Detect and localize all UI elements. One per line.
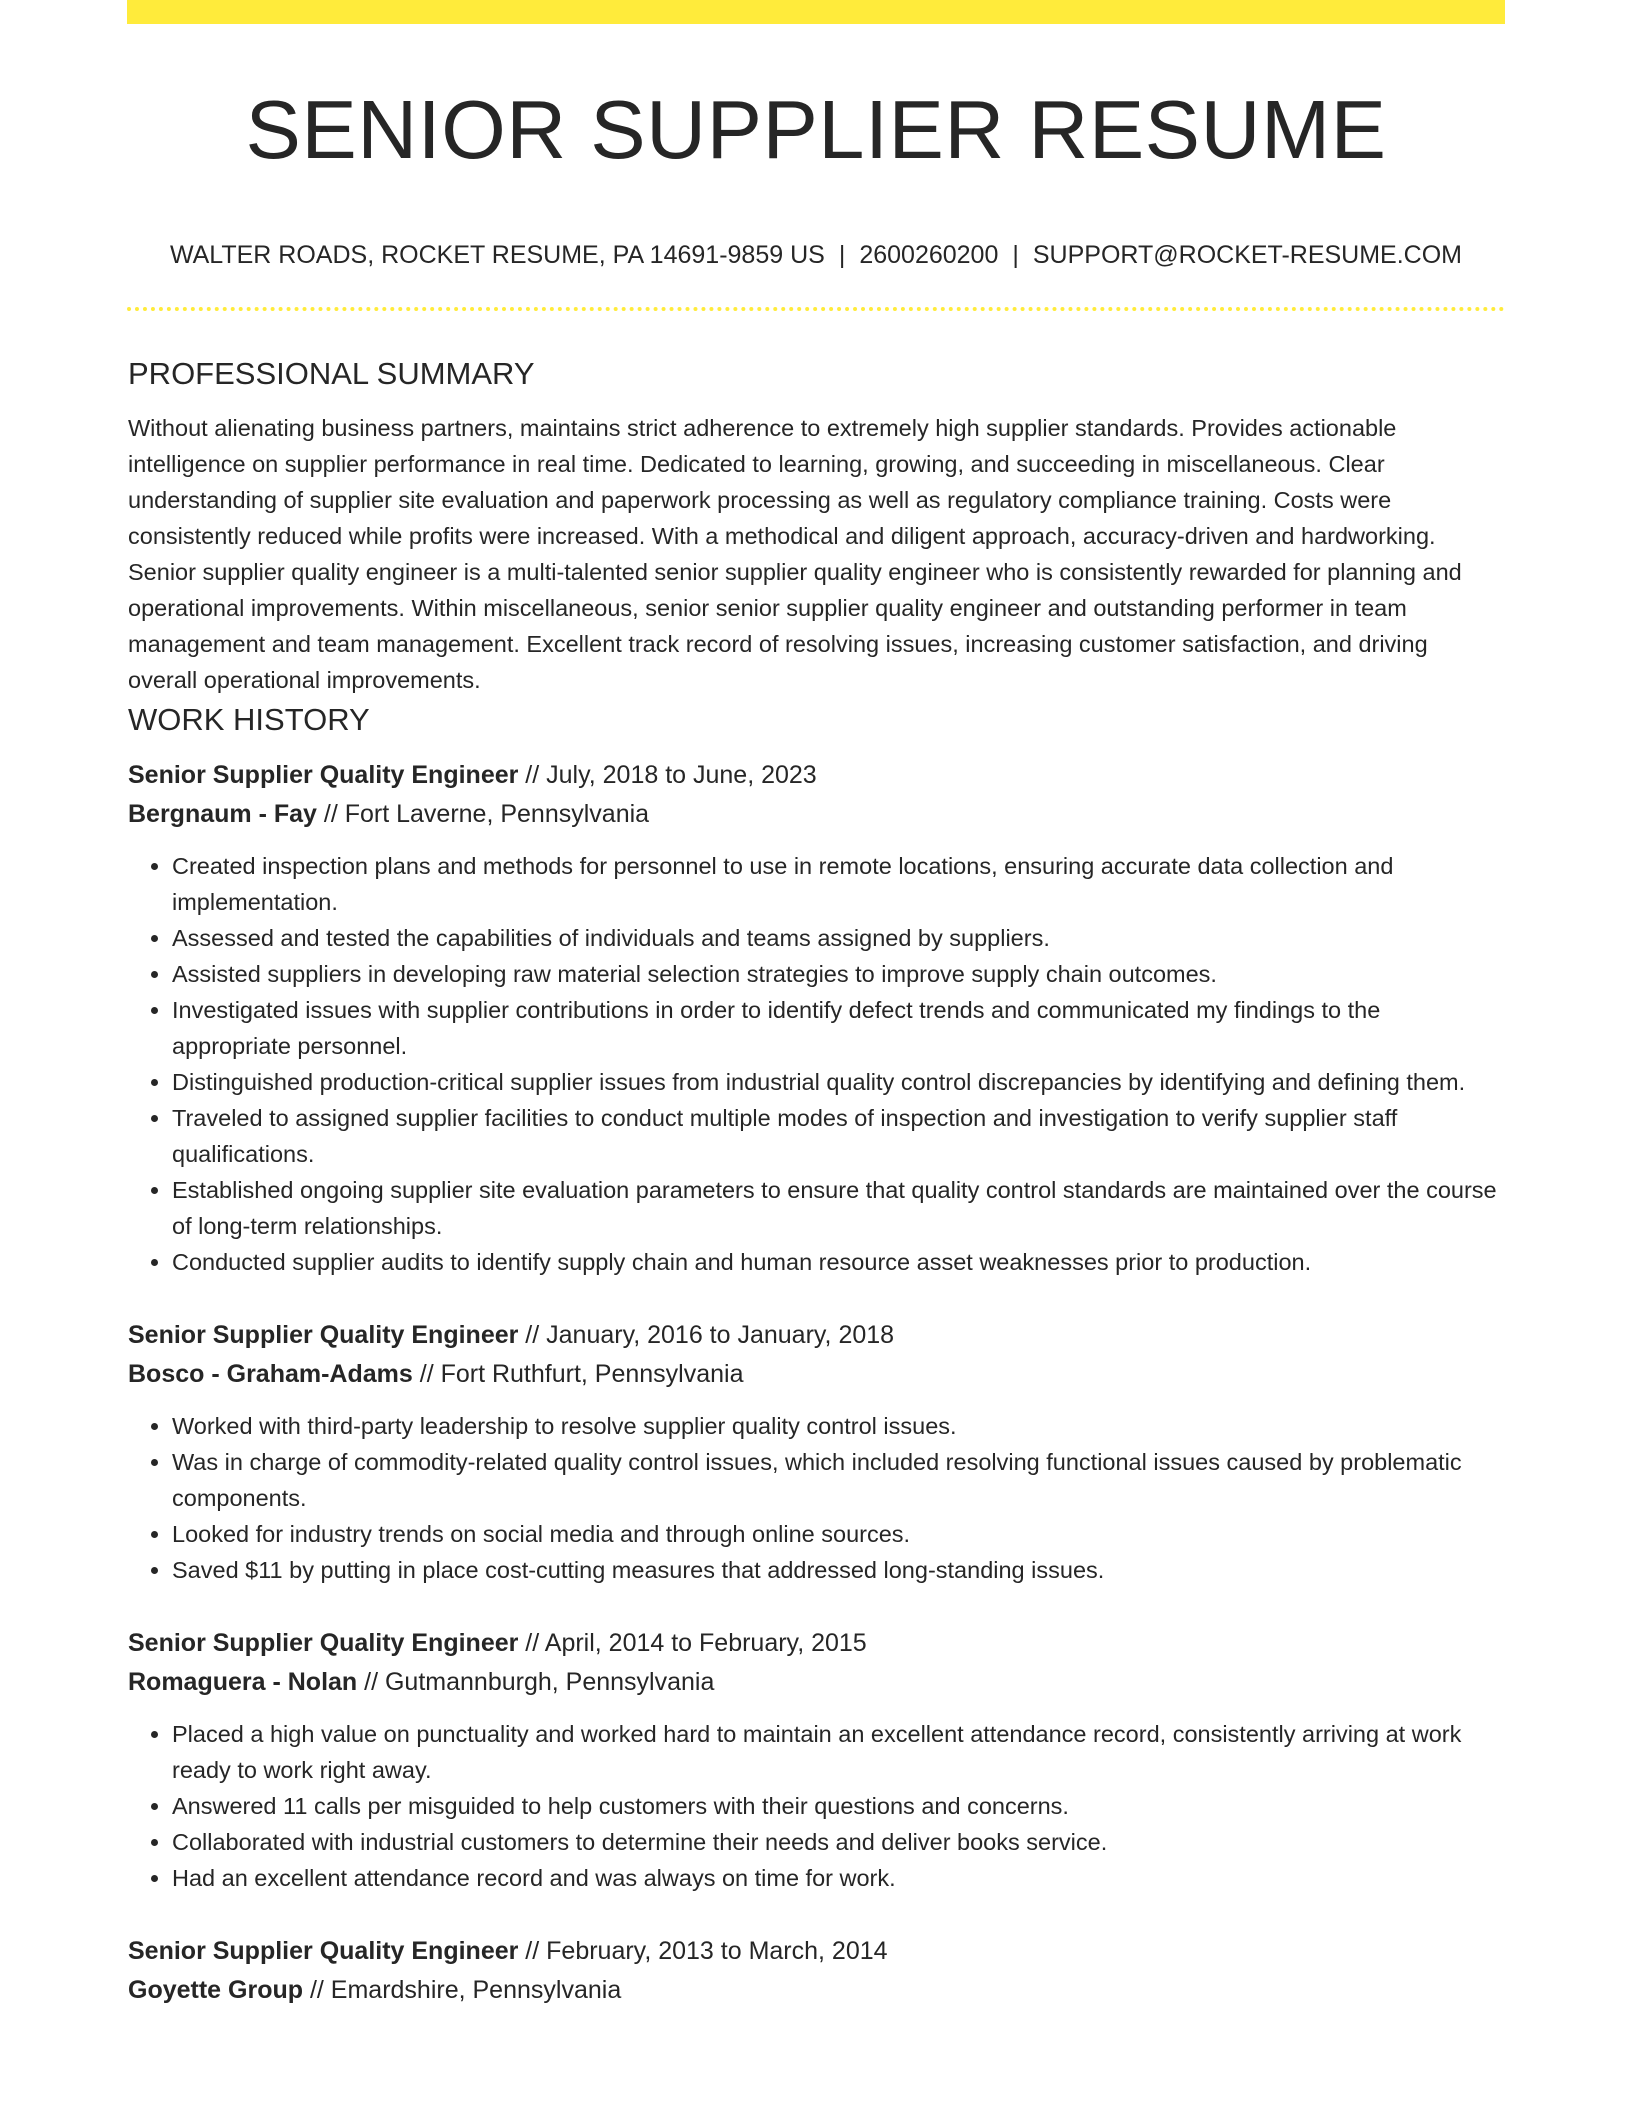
work-history-heading: WORK HISTORY	[128, 702, 370, 737]
job-title-line	[128, 1624, 1500, 1663]
job-company: Bosco - Graham-Adams	[128, 1360, 413, 1388]
summary-text: Without alienating business partners, maintains strict adherence to extremely high supplier standards. Provides actionable intelligence on supplier performance in real time. Dedicated to learning, growing, and succeeding in miscellaneous. Clear understanding of supplier site evaluation and paperwork processing as well as regulatory compliance training. Costs were consistently reduced while profits were increased. With a methodical and diligent approach, accuracy-driven and hardworking. Senior supplier quality engineer is a multi-talented senior supplier quality engineer who is consistently rewarded for planning and operational improvements. Within miscellaneous, senior senior supplier quality engineer and outstanding performer in team management and team management. Excellent track record of resolving issues, increasing customer satisfaction, and driving overall operational improvements.	[128, 415, 1462, 693]
job-bullet: • Traveled to assigned supplier facilities to conduct multiple modes of inspection and investigation to verify supplier staff qualifications.	[172, 1100, 1500, 1172]
job-title: Senior Supplier Quality Engineer	[128, 1937, 519, 1965]
contact-phone: 2600260200	[859, 241, 999, 269]
contact-separator: |	[1012, 241, 1019, 269]
resume-title: SENIOR SUPPLIER RESUME	[245, 83, 1387, 176]
job-company-line	[128, 1355, 1500, 1394]
job-bullet: • Answered 11 calls per misguided to help customers with their questions and concerns.	[172, 1788, 1500, 1824]
job-bullet: • Assessed and tested the capabilities of individuals and teams assigned by suppliers.	[172, 920, 1500, 956]
job-dates: // January, 2016 to January, 2018	[518, 1321, 895, 1349]
job-location: // Gutmannburgh, Pennsylvania	[357, 1668, 715, 1696]
contact-line	[0, 238, 1632, 272]
job-location: // Fort Ruthfurt, Pennsylvania	[412, 1360, 744, 1388]
job-bullet: • Investigated issues with supplier contributions in order to identify defect trends and communicated my findings to the appropriate personnel.	[172, 992, 1500, 1064]
job-bullet: • Collaborated with industrial customers to determine their needs and deliver books service.	[172, 1824, 1500, 1860]
job-bullet: • Conducted supplier audits to identify supply chain and human resource asset weaknesses prior to production.	[172, 1244, 1500, 1280]
job-entry	[128, 1932, 1500, 2010]
job-title: Senior Supplier Quality Engineer	[128, 1321, 519, 1349]
job-company: Romaguera - Nolan	[128, 1668, 358, 1696]
summary-heading: PROFESSIONAL SUMMARY	[128, 356, 535, 391]
job-location: // Fort Laverne, Pennsylvania	[316, 800, 650, 828]
job-bullets	[128, 848, 1500, 1280]
job-bullets	[128, 1716, 1500, 1896]
job-dates: // February, 2013 to March, 2014	[518, 1937, 888, 1965]
job-bullets	[128, 1408, 1500, 1588]
job-dates: // April, 2014 to February, 2015	[518, 1629, 867, 1657]
job-bullet: • Placed a high value on punctuality and worked hard to maintain an excellent attendance record, consistently arriving at work ready to work right away.	[172, 1716, 1500, 1788]
job-bullet: • Assisted suppliers in developing raw material selection strategies to improve supply chain outcomes.	[172, 956, 1500, 992]
resume-content	[128, 352, 1500, 2010]
job-bullet: • Distinguished production-critical supplier issues from industrial quality control discrepancies by identifying and defining them.	[172, 1064, 1500, 1100]
job-bullet: • Looked for industry trends on social media and through online sources.	[172, 1516, 1500, 1552]
job-title-line	[128, 756, 1500, 795]
job-bullet: • Was in charge of commodity-related quality control issues, which included resolving functional issues caused by problematic components.	[172, 1444, 1500, 1516]
job-company-line	[128, 1663, 1500, 1702]
job-entry	[128, 1624, 1500, 1896]
job-location: // Emardshire, Pennsylvania	[303, 1976, 622, 2004]
job-company-line	[128, 795, 1500, 834]
accent-bar	[127, 0, 1505, 24]
job-title-line	[128, 1316, 1500, 1355]
job-bullet: • Created inspection plans and methods for personnel to use in remote locations, ensuring accurate data collection and implementation.	[172, 848, 1500, 920]
contact-separator: |	[838, 241, 846, 269]
dotted-divider	[127, 307, 1505, 311]
job-entry	[128, 1316, 1500, 1588]
job-bullet: • Worked with third-party leadership to resolve supplier quality control issues.	[172, 1408, 1500, 1444]
job-bullet: • Saved $11 by putting in place cost-cutting measures that addressed long-standing issues.	[172, 1552, 1500, 1588]
job-company: Goyette Group	[128, 1976, 304, 2004]
job-entry	[128, 756, 1500, 1280]
job-company: Bergnaum - Fay	[128, 800, 317, 828]
job-title-line	[128, 1932, 1500, 1971]
job-bullet: • Established ongoing supplier site evaluation parameters to ensure that quality control standards are maintained over the course of long-term relationships.	[172, 1172, 1500, 1244]
contact-address: WALTER ROADS, ROCKET RESUME, PA 14691-9859 US	[169, 241, 825, 269]
job-company-line	[128, 1971, 1500, 2010]
job-title: Senior Supplier Quality Engineer	[128, 1629, 519, 1657]
job-dates: // July, 2018 to June, 2023	[518, 761, 817, 789]
job-bullet: • Had an excellent attendance record and was always on time for work.	[172, 1860, 1500, 1896]
job-title: Senior Supplier Quality Engineer	[128, 761, 519, 789]
contact-email: SUPPORT@ROCKET-RESUME.COM	[1032, 241, 1463, 269]
